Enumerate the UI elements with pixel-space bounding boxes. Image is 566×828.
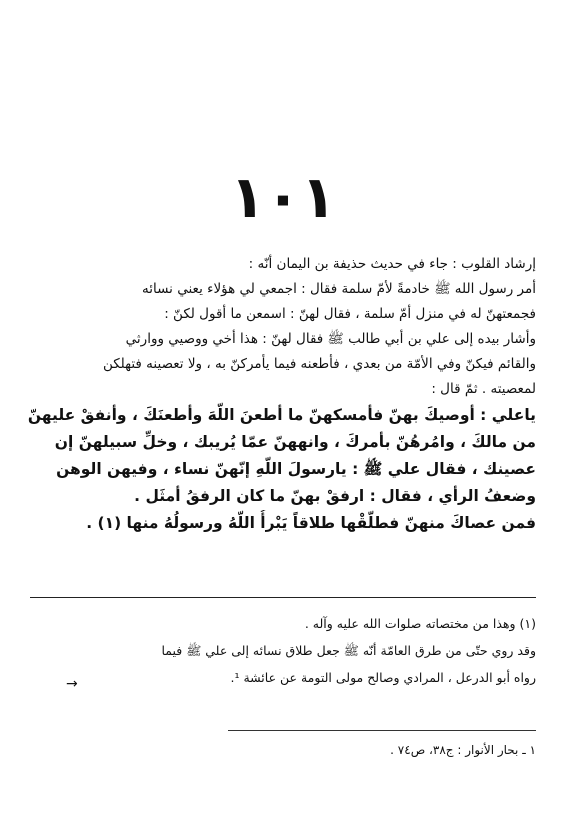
note-line: (١) وهذا من مختصاته صلوات الله عليه وآله . (304, 616, 536, 631)
hadith-line: عصينك ، فقال علي ﷺ : يارسولَ اللّهِ إنّهنّ نساء ، وفيهن الوهن (56, 460, 536, 478)
text-line: والقائم فيكنّ وفي الأمّة من بعدي ، فأطعنه فيما يأمركنّ به ، ولا تعصينه فتهلكن (102, 356, 536, 372)
hadith-line: ياعلي : أوصيكَ بهنّ فأمسكهنّ ما أطعنَ اللّهَ وأطعنَكَ ، وأنفقْ عليهنّ (27, 406, 536, 424)
hadith-line: من مالكَ ، وامُرهُنّ بأمركَ ، وانههنّ عمّا يُريبك ، وخلِّ سبيلهنّ إن (54, 433, 536, 451)
main-text (26, 252, 536, 537)
text-line: فجمعتهنّ له في منزل أمّ سلمة ، فقال لهنّ : اسمعن ما أقول لكنّ : (164, 306, 536, 322)
text-line: أمر رسول الله ﷺ خادمةً لأمّ سلمة فقال : اجمعي لي هؤلاء يعني نسائه (142, 281, 536, 297)
note-line: رواه أبو الدرعل ، المرادي وصالح مولى التومة عن عائشة ¹. (230, 670, 536, 685)
note-line: وقد روي حتّى من طرق العامّة أنّه ﷺ جعل طلاق نسائه إلى علي ﷺ فيما (161, 643, 536, 658)
text-line: لمعصيته . ثمّ قال : (431, 381, 536, 397)
footnote-divider (228, 730, 536, 731)
footnote: ١ ـ بحار الأنوار : ج٣٨، ص٧٤ . (390, 743, 536, 757)
intro-line: إرشاد القلوب : جاء في حديث حذيفة بن اليمان أنّه : (248, 256, 536, 272)
notes-divider (30, 597, 536, 598)
continue-arrow-icon: → (66, 676, 78, 692)
hadith-line: وضعفُ الرأي ، فقال : ارفقْ بهنّ ما كان الرفقُ أمثَل . (134, 487, 536, 505)
hadith-number: ١٠١ (229, 163, 337, 231)
text-line: وأشار بيده إلى علي بن أبي طالب ﷺ فقال لهنّ : هذا أخي ووصيي ووارثي (125, 331, 536, 347)
hadith-line: فمن عصاكَ منهنّ فطلّقْها طلاقاً يَبْرأُ اللّهُ ورسولُهُ منها (١) . (86, 514, 536, 532)
notes-section (26, 612, 536, 693)
